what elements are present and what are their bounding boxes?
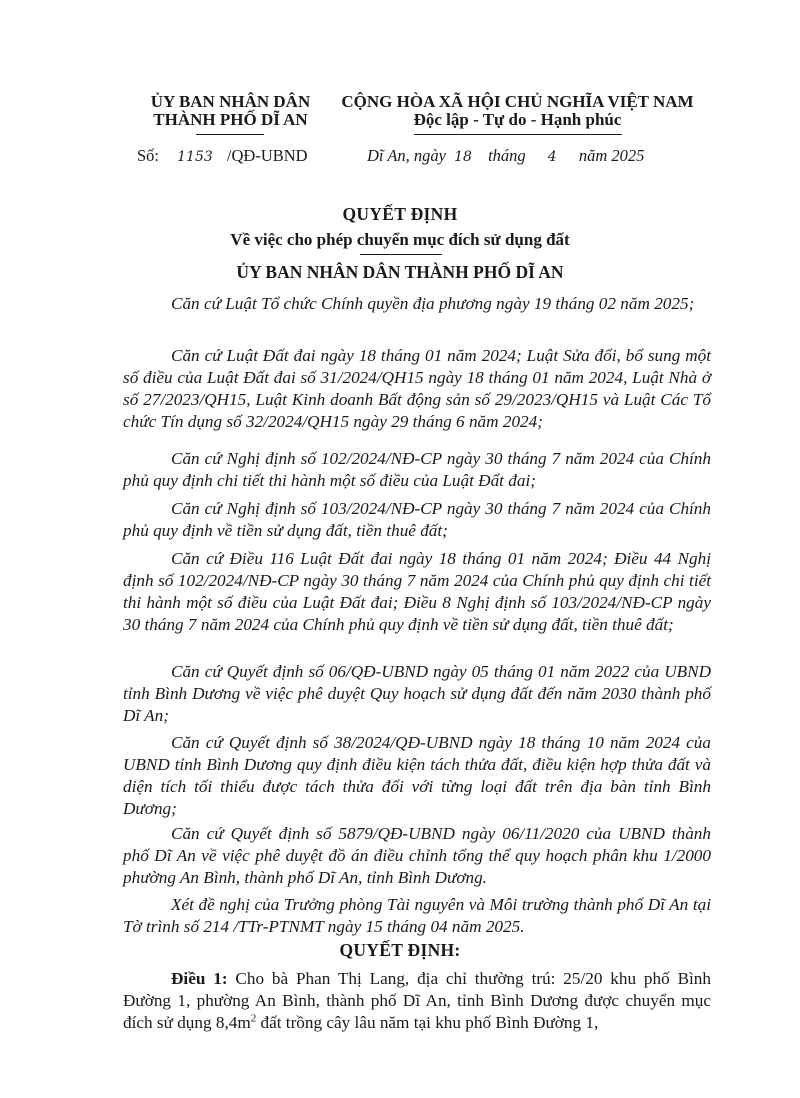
basis-paragraph-1: Căn cứ Luật Tổ chức Chính quyền địa phương ngày 19 tháng 02 năm 2025; (171, 294, 695, 313)
basis-paragraph-3: Căn cứ Nghị định số 102/2024/NĐ-CP ngày 30 tháng 7 năm 2024 của Chính phủ quy định chi tiết thi hành một số điều của Luật Đất đai; (123, 449, 711, 490)
date-month-label: tháng (488, 146, 526, 165)
authority-line-1: ỦY BAN NHÂN DÂN (150, 92, 311, 111)
basis-paragraph-5: Căn cứ Điều 116 Luật Đất đai ngày 18 tháng 01 năm 2024; Điều 44 Nghị định số 102/2024/NĐ-CP ngày 30 tháng 7 năm 2024 của Chính phủ quy định chi tiết thi hành một số điều của Luật Đất đai; Điều 8 Nghị định số 103/2024/NĐ-CP ngày 30 tháng 7 năm 2024 của Chính phủ quy định về tiền sử dụng đất, tiền thuê đất; (123, 549, 711, 634)
national-motto: Độc lập - Tự do - Hạnh phúc (413, 110, 622, 129)
basis-paragraph-8: Căn cứ Quyết định số 5879/QĐ-UBND ngày 06/11/2020 của UBND thành phố Dĩ An về việc phê duyệt đồ án điều chỉnh tổng thể quy hoạch phân khu 1/2000 phường An Bình, thành phố Dĩ An, tỉnh Bình Dương. (123, 824, 711, 887)
date-month: 4 (547, 149, 557, 165)
basis-paragraph-4: Căn cứ Nghị định số 103/2024/NĐ-CP ngày 30 tháng 7 năm 2024 của Chính phủ quy định về tiền sử dụng đất, tiền thuê đất; (123, 499, 711, 540)
decision-subject: Về việc cho phép chuyển mục đích sử dụng đất (230, 230, 570, 249)
document-number (137, 146, 308, 166)
authority-underline (196, 134, 264, 135)
authority-line-2: THÀNH PHỐ DĨ AN (153, 110, 308, 129)
issuing-authority (128, 92, 333, 130)
date-prefix: Dĩ An, ngày (367, 146, 446, 165)
basis-paragraph-7: Căn cứ Quyết định số 38/2024/QĐ-UBND ngày 18 tháng 10 năm 2024 của UBND tỉnh Bình Dương quy định điều kiện tách thửa đất, điều kiện hợp thửa đất và diện tích tối thiểu được tách thửa đối với từng loại đất trên địa bàn tỉnh Bình Dương; (123, 733, 711, 818)
subject-underline (360, 254, 442, 255)
basis-paragraph-6: Căn cứ Quyết định số 06/QĐ-UBND ngày 05 tháng 01 năm 2022 của UBND tỉnh Bình Dương về việc phê duyệt Quy hoạch sử dụng đất đến năm 2030 thành phố Dĩ An; (123, 662, 711, 725)
national-title: CỘNG HÒA XÃ HỘI CHỦ NGHĨA VIỆT NAM (341, 92, 694, 111)
area-unit-superscript: 2 (250, 1012, 257, 1025)
article-1-label: Điều 1: (171, 969, 228, 988)
proposal-paragraph: Xét đề nghị của Trưởng phòng Tài nguyên và Môi trường thành phố Dĩ An tại Tờ trình số 214 /TTr-PTNMT ngày 15 tháng 04 năm 2025. (123, 895, 711, 936)
decision-title: QUYẾT ĐỊNH (342, 204, 458, 224)
decision-heading: QUYẾT ĐỊNH: (339, 940, 461, 960)
basis-paragraph-2: Căn cứ Luật Đất đai ngày 18 tháng 01 năm 2024; Luật Sửa đổi, bổ sung một số điều của Luật Đất đai số 31/2024/QH15 ngày 18 tháng 01 năm 2024, Luật Nhà ở số 27/2023/QH15, Luật Kinh doanh Bất động sản số 29/2023/QH15 và Luật Các Tổ chức Tín dụng số 32/2024/QH15 ngày 29 tháng 6 năm 2024; (123, 346, 711, 431)
decision-authority: ỦY BAN NHÂN DÂN THÀNH PHỐ DĨ AN (236, 262, 564, 282)
motto-underline (414, 134, 622, 135)
article-1-text: Cho bà Phan Thị Lang, địa chỉ thường trú: 25/20 khu phố Bình Đường 1, phường An Bình, thành phố Dĩ An, tỉnh Bình Dương được chuyển mục đích sử dụng 8,4m (123, 969, 711, 1032)
number-label: Số: (137, 146, 160, 165)
date-year: năm 2025 (578, 146, 645, 165)
date-day: 18 (454, 149, 472, 165)
article-1-text-cont: đất trồng cây lâu năm tại khu phố Bình Đường 1, (256, 1013, 599, 1032)
article-1 (123, 968, 711, 1034)
number-handwritten: 1153 (177, 149, 213, 165)
number-suffix: /QĐ-UBND (226, 146, 308, 165)
document-date (367, 146, 644, 166)
national-header (330, 92, 705, 130)
